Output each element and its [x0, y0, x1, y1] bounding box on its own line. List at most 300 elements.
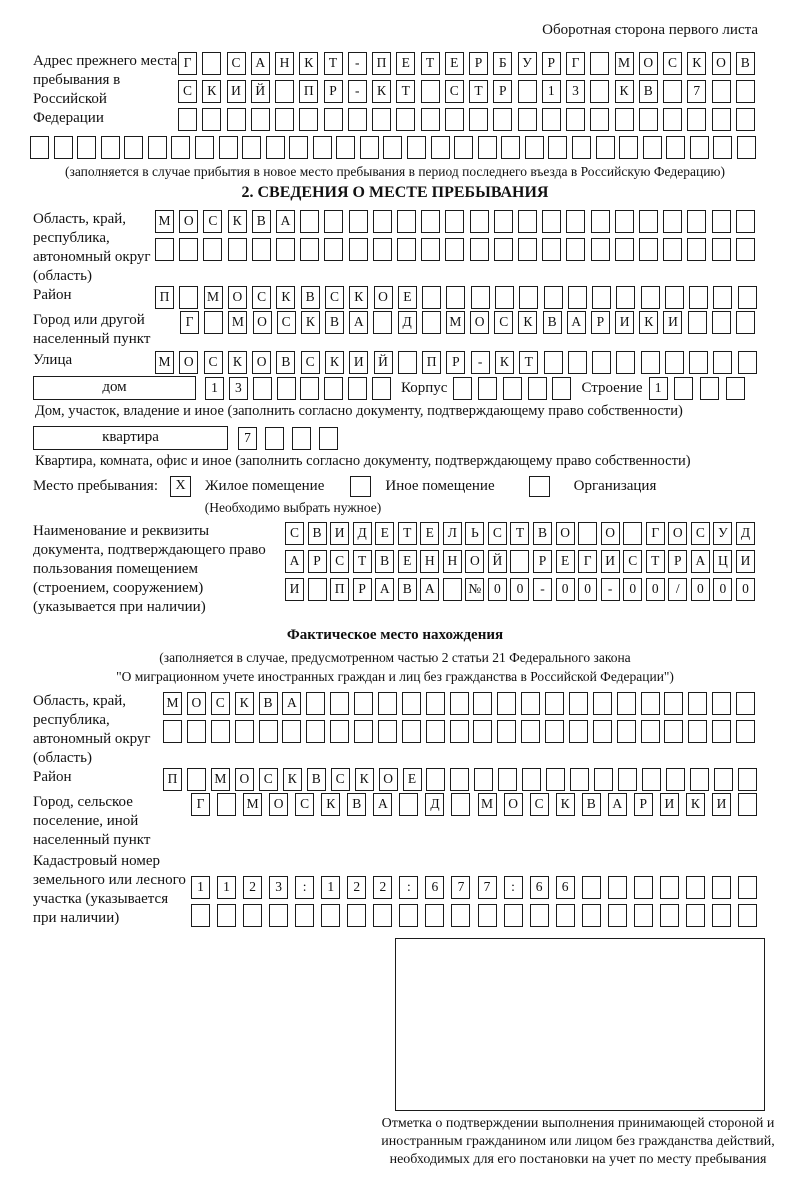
char-cell[interactable] [498, 768, 517, 791]
char-cell[interactable]: 7 [451, 876, 470, 899]
char-cell[interactable]: 0 [578, 578, 597, 601]
char-cell[interactable]: С [259, 768, 278, 791]
char-cell[interactable]: 6 [556, 876, 575, 899]
char-cell[interactable] [689, 351, 708, 374]
char-cell[interactable] [542, 108, 561, 131]
char-cell[interactable] [641, 692, 660, 715]
char-cell[interactable]: А [375, 578, 394, 601]
char-cell[interactable]: И [736, 550, 755, 573]
char-cell[interactable]: Р [446, 351, 465, 374]
char-cell[interactable] [519, 286, 538, 309]
char-cell[interactable]: В [308, 522, 327, 545]
char-cell[interactable]: Й [488, 550, 507, 573]
char-cell[interactable]: К [228, 210, 247, 233]
char-cell[interactable] [398, 351, 417, 374]
char-cell[interactable] [426, 692, 445, 715]
char-cell[interactable] [425, 904, 444, 927]
char-cell[interactable]: С [178, 80, 197, 103]
char-cell[interactable] [478, 136, 497, 159]
char-cell[interactable] [124, 136, 143, 159]
char-cell[interactable]: И [712, 793, 731, 816]
char-cell[interactable]: Е [375, 522, 394, 545]
char-cell[interactable]: И [660, 793, 679, 816]
char-cell[interactable] [634, 876, 653, 899]
char-cell[interactable] [712, 876, 731, 899]
char-cell[interactable]: А [420, 578, 439, 601]
char-cell[interactable] [713, 351, 732, 374]
char-cell[interactable]: 6 [425, 876, 444, 899]
char-cell[interactable]: 1 [205, 377, 224, 400]
char-cell[interactable] [354, 720, 373, 743]
char-cell[interactable]: Т [421, 52, 440, 75]
char-cell[interactable] [473, 692, 492, 715]
char-cell[interactable] [349, 210, 368, 233]
char-cell[interactable] [566, 108, 585, 131]
char-cell[interactable] [347, 904, 366, 927]
char-cell[interactable] [378, 692, 397, 715]
char-cell[interactable]: А [282, 692, 301, 715]
char-cell[interactable] [451, 793, 470, 816]
char-cell[interactable]: О [179, 210, 198, 233]
char-cell[interactable] [663, 210, 682, 233]
char-cell[interactable]: К [202, 80, 221, 103]
char-cell[interactable] [187, 768, 206, 791]
char-cell[interactable]: М [446, 311, 465, 334]
char-cell[interactable] [445, 108, 464, 131]
char-cell[interactable] [300, 238, 319, 261]
char-cell[interactable] [556, 904, 575, 927]
char-cell[interactable] [101, 136, 120, 159]
char-cell[interactable]: О [374, 286, 393, 309]
char-cell[interactable] [666, 136, 685, 159]
char-cell[interactable] [330, 720, 349, 743]
char-cell[interactable] [712, 692, 731, 715]
char-cell[interactable]: В [252, 210, 271, 233]
char-cell[interactable] [373, 311, 392, 334]
char-cell[interactable] [619, 136, 638, 159]
char-cell[interactable]: С [488, 522, 507, 545]
char-cell[interactable] [421, 210, 440, 233]
char-cell[interactable]: 0 [556, 578, 575, 601]
char-cell[interactable] [330, 692, 349, 715]
char-cell[interactable]: 0 [623, 578, 642, 601]
char-cell[interactable]: П [372, 52, 391, 75]
char-cell[interactable]: 3 [269, 876, 288, 899]
char-cell[interactable] [469, 108, 488, 131]
char-cell[interactable]: К [301, 311, 320, 334]
char-cell[interactable]: Р [493, 80, 512, 103]
char-cell[interactable]: К [556, 793, 575, 816]
char-cell[interactable] [712, 720, 731, 743]
char-cell[interactable]: О [269, 793, 288, 816]
char-cell[interactable] [269, 904, 288, 927]
stay-type-checkbox-other[interactable] [350, 476, 371, 497]
char-cell[interactable] [253, 377, 272, 400]
char-cell[interactable]: Г [566, 52, 585, 75]
char-cell[interactable] [426, 720, 445, 743]
char-cell[interactable] [397, 238, 416, 261]
char-cell[interactable]: И [601, 550, 620, 573]
char-cell[interactable]: С [211, 692, 230, 715]
char-cell[interactable] [686, 904, 705, 927]
char-cell[interactable]: Е [398, 550, 417, 573]
char-cell[interactable] [242, 136, 261, 159]
char-cell[interactable]: В [325, 311, 344, 334]
char-cell[interactable] [643, 136, 662, 159]
char-cell[interactable] [569, 692, 588, 715]
char-cell[interactable] [608, 876, 627, 899]
char-cell[interactable] [688, 692, 707, 715]
char-cell[interactable]: Л [443, 522, 462, 545]
char-cell[interactable]: Р [469, 52, 488, 75]
char-cell[interactable]: К [283, 768, 302, 791]
char-cell[interactable] [450, 692, 469, 715]
char-cell[interactable] [295, 904, 314, 927]
char-cell[interactable]: В [347, 793, 366, 816]
char-cell[interactable] [474, 768, 493, 791]
char-cell[interactable]: Р [353, 578, 372, 601]
char-cell[interactable] [569, 720, 588, 743]
char-cell[interactable] [518, 80, 537, 103]
char-cell[interactable] [421, 238, 440, 261]
char-cell[interactable] [187, 720, 206, 743]
char-cell[interactable] [736, 238, 755, 261]
char-cell[interactable]: М [155, 210, 174, 233]
char-cell[interactable]: Т [398, 522, 417, 545]
char-cell[interactable]: Р [308, 550, 327, 573]
char-cell[interactable] [445, 238, 464, 261]
char-cell[interactable]: Р [324, 80, 343, 103]
char-cell[interactable]: Т [324, 52, 343, 75]
char-cell[interactable] [522, 768, 541, 791]
apartment-field-box[interactable]: квартира [33, 426, 228, 450]
char-cell[interactable] [336, 136, 355, 159]
char-cell[interactable] [30, 136, 49, 159]
char-cell[interactable] [202, 52, 221, 75]
char-cell[interactable] [726, 377, 745, 400]
char-cell[interactable] [235, 720, 254, 743]
char-cell[interactable] [690, 136, 709, 159]
char-cell[interactable] [324, 238, 343, 261]
char-cell[interactable]: П [155, 286, 174, 309]
char-cell[interactable]: П [163, 768, 182, 791]
stay-type-checkbox-organization[interactable] [529, 476, 550, 497]
char-cell[interactable] [712, 904, 731, 927]
char-cell[interactable]: В [259, 692, 278, 715]
char-cell[interactable] [497, 692, 516, 715]
char-cell[interactable] [324, 377, 343, 400]
char-cell[interactable] [737, 136, 756, 159]
char-cell[interactable] [736, 80, 755, 103]
char-cell[interactable] [546, 768, 565, 791]
char-cell[interactable] [421, 108, 440, 131]
char-cell[interactable]: В [639, 80, 658, 103]
char-cell[interactable] [178, 108, 197, 131]
char-cell[interactable]: С [623, 550, 642, 573]
char-cell[interactable]: К [639, 311, 658, 334]
char-cell[interactable] [179, 238, 198, 261]
char-cell[interactable] [518, 238, 537, 261]
char-cell[interactable] [525, 136, 544, 159]
char-cell[interactable] [617, 692, 636, 715]
char-cell[interactable] [299, 108, 318, 131]
char-cell[interactable]: Е [420, 522, 439, 545]
char-cell[interactable] [687, 210, 706, 233]
char-cell[interactable] [590, 52, 609, 75]
char-cell[interactable]: : [504, 876, 523, 899]
char-cell[interactable] [300, 210, 319, 233]
char-cell[interactable] [521, 692, 540, 715]
char-cell[interactable] [265, 427, 284, 450]
char-cell[interactable]: 2 [243, 876, 262, 899]
char-cell[interactable]: О [179, 351, 198, 374]
char-cell[interactable]: : [399, 876, 418, 899]
char-cell[interactable] [552, 377, 571, 400]
char-cell[interactable] [373, 210, 392, 233]
char-cell[interactable] [454, 136, 473, 159]
char-cell[interactable] [545, 720, 564, 743]
char-cell[interactable] [660, 876, 679, 899]
char-cell[interactable]: - [471, 351, 490, 374]
char-cell[interactable] [712, 238, 731, 261]
char-cell[interactable]: О [235, 768, 254, 791]
char-cell[interactable] [736, 692, 755, 715]
char-cell[interactable]: У [518, 52, 537, 75]
char-cell[interactable] [713, 286, 732, 309]
char-cell[interactable] [354, 692, 373, 715]
char-cell[interactable] [470, 210, 489, 233]
char-cell[interactable] [688, 720, 707, 743]
char-cell[interactable]: К [276, 286, 295, 309]
char-cell[interactable] [738, 286, 757, 309]
char-cell[interactable] [451, 904, 470, 927]
char-cell[interactable] [618, 768, 637, 791]
char-cell[interactable]: Е [396, 52, 415, 75]
char-cell[interactable]: В [582, 793, 601, 816]
char-cell[interactable] [639, 238, 658, 261]
char-cell[interactable] [275, 108, 294, 131]
char-cell[interactable] [276, 238, 295, 261]
char-cell[interactable]: О [556, 522, 575, 545]
char-cell[interactable] [195, 136, 214, 159]
char-cell[interactable] [397, 210, 416, 233]
char-cell[interactable]: А [349, 311, 368, 334]
char-cell[interactable]: С [204, 351, 223, 374]
char-cell[interactable] [615, 238, 634, 261]
char-cell[interactable]: А [608, 793, 627, 816]
char-cell[interactable]: П [299, 80, 318, 103]
char-cell[interactable]: 0 [691, 578, 710, 601]
char-cell[interactable] [203, 238, 222, 261]
char-cell[interactable] [568, 286, 587, 309]
char-cell[interactable]: А [276, 210, 295, 233]
char-cell[interactable]: К [687, 52, 706, 75]
char-cell[interactable]: У [713, 522, 732, 545]
char-cell[interactable]: С [285, 522, 304, 545]
char-cell[interactable] [665, 286, 684, 309]
char-cell[interactable] [596, 136, 615, 159]
char-cell[interactable] [494, 210, 513, 233]
char-cell[interactable]: Й [374, 351, 393, 374]
char-cell[interactable] [664, 720, 683, 743]
char-cell[interactable]: И [227, 80, 246, 103]
char-cell[interactable] [471, 286, 490, 309]
char-cell[interactable] [443, 578, 462, 601]
char-cell[interactable]: Г [191, 793, 210, 816]
char-cell[interactable]: В [307, 768, 326, 791]
char-cell[interactable] [736, 720, 755, 743]
char-cell[interactable] [542, 210, 561, 233]
char-cell[interactable] [548, 136, 567, 159]
char-cell[interactable] [582, 904, 601, 927]
char-cell[interactable] [713, 136, 732, 159]
char-cell[interactable] [616, 286, 635, 309]
char-cell[interactable]: 3 [229, 377, 248, 400]
char-cell[interactable]: 3 [566, 80, 585, 103]
char-cell[interactable] [712, 80, 731, 103]
char-cell[interactable] [642, 768, 661, 791]
char-cell[interactable]: 7 [478, 876, 497, 899]
char-cell[interactable]: К [325, 351, 344, 374]
char-cell[interactable] [663, 80, 682, 103]
char-cell[interactable]: Т [510, 522, 529, 545]
char-cell[interactable] [402, 720, 421, 743]
char-cell[interactable]: 1 [542, 80, 561, 103]
char-cell[interactable] [712, 210, 731, 233]
char-cell[interactable] [372, 108, 391, 131]
char-cell[interactable] [252, 238, 271, 261]
char-cell[interactable] [399, 793, 418, 816]
char-cell[interactable]: № [465, 578, 484, 601]
char-cell[interactable] [663, 238, 682, 261]
char-cell[interactable] [171, 136, 190, 159]
char-cell[interactable]: О [228, 286, 247, 309]
char-cell[interactable] [251, 108, 270, 131]
char-cell[interactable] [594, 768, 613, 791]
char-cell[interactable]: К [228, 351, 247, 374]
char-cell[interactable]: А [251, 52, 270, 75]
char-cell[interactable] [738, 793, 757, 816]
char-cell[interactable]: О [639, 52, 658, 75]
char-cell[interactable]: - [348, 52, 367, 75]
char-cell[interactable]: С [445, 80, 464, 103]
char-cell[interactable] [348, 108, 367, 131]
char-cell[interactable]: О [253, 311, 272, 334]
char-cell[interactable]: О [504, 793, 523, 816]
char-cell[interactable] [446, 286, 465, 309]
char-cell[interactable]: Р [542, 52, 561, 75]
char-cell[interactable] [593, 692, 612, 715]
char-cell[interactable] [319, 427, 338, 450]
char-cell[interactable] [211, 720, 230, 743]
char-cell[interactable] [544, 286, 563, 309]
char-cell[interactable] [243, 904, 262, 927]
char-cell[interactable] [321, 904, 340, 927]
char-cell[interactable] [217, 793, 236, 816]
char-cell[interactable]: О [465, 550, 484, 573]
char-cell[interactable] [450, 768, 469, 791]
char-cell[interactable] [378, 720, 397, 743]
char-cell[interactable] [521, 720, 540, 743]
char-cell[interactable] [217, 904, 236, 927]
char-cell[interactable]: О [187, 692, 206, 715]
char-cell[interactable] [736, 108, 755, 131]
char-cell[interactable] [686, 876, 705, 899]
char-cell[interactable]: Р [634, 793, 653, 816]
char-cell[interactable] [641, 286, 660, 309]
char-cell[interactable]: М [615, 52, 634, 75]
char-cell[interactable]: И [615, 311, 634, 334]
char-cell[interactable]: К [686, 793, 705, 816]
char-cell[interactable] [373, 904, 392, 927]
char-cell[interactable]: О [252, 351, 271, 374]
char-cell[interactable]: 0 [488, 578, 507, 601]
char-cell[interactable]: Р [668, 550, 687, 573]
char-cell[interactable] [383, 136, 402, 159]
char-cell[interactable] [665, 351, 684, 374]
char-cell[interactable] [617, 720, 636, 743]
char-cell[interactable] [289, 136, 308, 159]
char-cell[interactable]: П [422, 351, 441, 374]
char-cell[interactable]: К [299, 52, 318, 75]
char-cell[interactable] [54, 136, 73, 159]
char-cell[interactable] [568, 351, 587, 374]
char-cell[interactable] [478, 904, 497, 927]
char-cell[interactable] [690, 768, 709, 791]
char-cell[interactable] [504, 904, 523, 927]
char-cell[interactable] [528, 377, 547, 400]
char-cell[interactable]: С [530, 793, 549, 816]
char-cell[interactable] [470, 238, 489, 261]
char-cell[interactable] [306, 692, 325, 715]
char-cell[interactable] [450, 720, 469, 743]
char-cell[interactable] [641, 351, 660, 374]
char-cell[interactable] [688, 311, 707, 334]
char-cell[interactable] [639, 108, 658, 131]
char-cell[interactable] [593, 720, 612, 743]
char-cell[interactable] [324, 210, 343, 233]
char-cell[interactable]: Е [445, 52, 464, 75]
char-cell[interactable]: Т [646, 550, 665, 573]
char-cell[interactable] [738, 768, 757, 791]
char-cell[interactable] [590, 108, 609, 131]
char-cell[interactable] [478, 377, 497, 400]
char-cell[interactable]: С [663, 52, 682, 75]
char-cell[interactable] [306, 720, 325, 743]
char-cell[interactable] [591, 238, 610, 261]
char-cell[interactable]: К [615, 80, 634, 103]
char-cell[interactable] [736, 311, 755, 334]
char-cell[interactable]: К [518, 311, 537, 334]
char-cell[interactable] [530, 904, 549, 927]
char-cell[interactable] [282, 720, 301, 743]
char-cell[interactable] [300, 377, 319, 400]
char-cell[interactable] [689, 286, 708, 309]
char-cell[interactable] [407, 136, 426, 159]
char-cell[interactable]: В [543, 311, 562, 334]
char-cell[interactable]: И [663, 311, 682, 334]
char-cell[interactable] [503, 377, 522, 400]
char-cell[interactable]: С [494, 311, 513, 334]
char-cell[interactable]: К [321, 793, 340, 816]
char-cell[interactable] [313, 136, 332, 159]
char-cell[interactable]: - [348, 80, 367, 103]
char-cell[interactable]: С [227, 52, 246, 75]
char-cell[interactable]: В [375, 550, 394, 573]
char-cell[interactable]: О [379, 768, 398, 791]
char-cell[interactable] [674, 377, 693, 400]
char-cell[interactable] [277, 377, 296, 400]
